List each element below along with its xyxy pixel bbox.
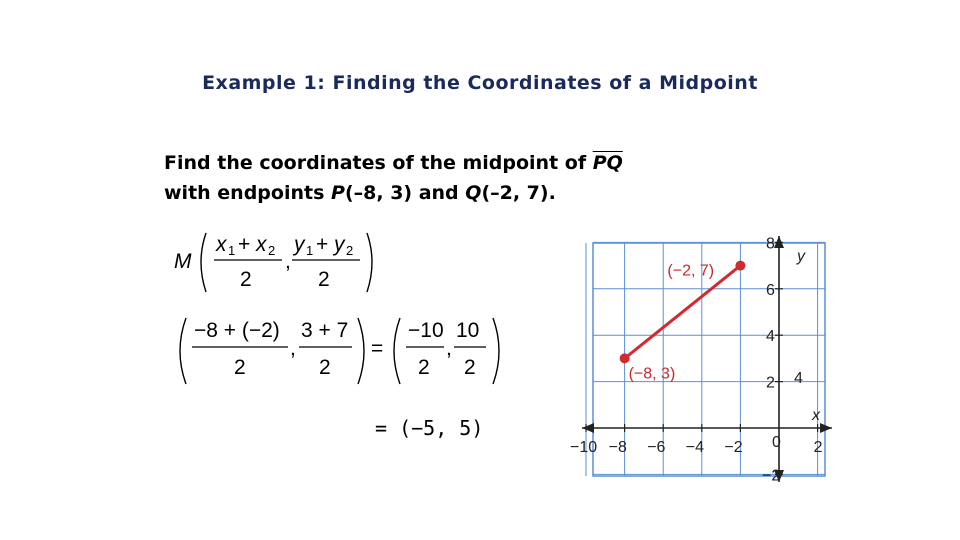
- x-tick-label: −6: [647, 439, 666, 456]
- y-tick-label: 6: [766, 281, 775, 299]
- svg-text:10: 10: [456, 319, 480, 342]
- svg-text:2: 2: [318, 268, 330, 291]
- x-axis-arrow-left: [582, 423, 594, 433]
- svg-text:=: =: [371, 337, 384, 360]
- svg-text:x: x: [216, 233, 227, 256]
- x-tick-label: 0: [772, 434, 781, 451]
- svg-text:2: 2: [268, 243, 276, 258]
- x-tick-label: −8: [608, 439, 627, 456]
- svg-text:,: ,: [290, 337, 296, 360]
- y-tick-label: −2: [762, 467, 781, 485]
- x-axis-label: x: [812, 407, 820, 424]
- midpoint-formula: [174, 233, 372, 292]
- point-q: [735, 261, 745, 271]
- svg-text:1: 1: [228, 243, 236, 258]
- svg-text:2: 2: [319, 356, 331, 379]
- substitution-step: [180, 318, 499, 384]
- svg-text:+: +: [238, 233, 251, 256]
- y-axis-label: y: [797, 248, 805, 265]
- y-tick-label: 4: [766, 328, 775, 346]
- svg-text:2: 2: [418, 356, 430, 379]
- svg-text:−10: −10: [408, 319, 444, 342]
- svg-text:+: +: [316, 233, 329, 256]
- svg-text:,: ,: [446, 337, 452, 360]
- svg-text:1: 1: [306, 243, 314, 258]
- stray-tick-label: 4: [794, 370, 803, 387]
- problem-line-1: Find the coordinates of the midpoint of $\overline{PQ}$: [164, 152, 623, 174]
- x-axis-arrow-right: [820, 423, 832, 433]
- svg-text:2: 2: [464, 356, 476, 379]
- point-q-label: (−2, 7): [667, 262, 715, 280]
- svg-text:−8 + (−2): −8 + (−2): [194, 319, 280, 342]
- svg-text:y: y: [334, 233, 345, 256]
- svg-text:2: 2: [346, 243, 354, 258]
- formula-m: M: [174, 250, 192, 273]
- svg-text:3 + 7: 3 + 7: [301, 319, 349, 342]
- svg-text:2: 2: [240, 268, 252, 291]
- midpoint-result: = (−5, 5): [375, 416, 484, 440]
- x-tick-label: −10: [570, 439, 598, 456]
- point-p: [620, 353, 630, 363]
- y-tick-label: 8: [766, 235, 775, 253]
- x-tick-label: −2: [724, 439, 743, 456]
- svg-text:y: y: [294, 233, 305, 256]
- x-tick-label: 2: [813, 439, 823, 456]
- chart-marks: [620, 261, 746, 383]
- coordinate-plane: [570, 235, 832, 484]
- svg-text:2: 2: [234, 356, 246, 379]
- y-tick-label: 2: [766, 374, 775, 392]
- point-p-label: (−8, 3): [628, 365, 676, 383]
- slide-title: Example 1: Finding the Coordinates of a Midpoint: [202, 72, 758, 94]
- problem-line-2: with endpoints P(–8, 3) and Q(–2, 7).: [164, 182, 556, 204]
- segment-pq: $\overline{PQ}$: [592, 152, 623, 174]
- svg-text:x: x: [256, 233, 267, 256]
- svg-text:,: ,: [285, 250, 291, 273]
- x-tick-label: −4: [685, 439, 705, 456]
